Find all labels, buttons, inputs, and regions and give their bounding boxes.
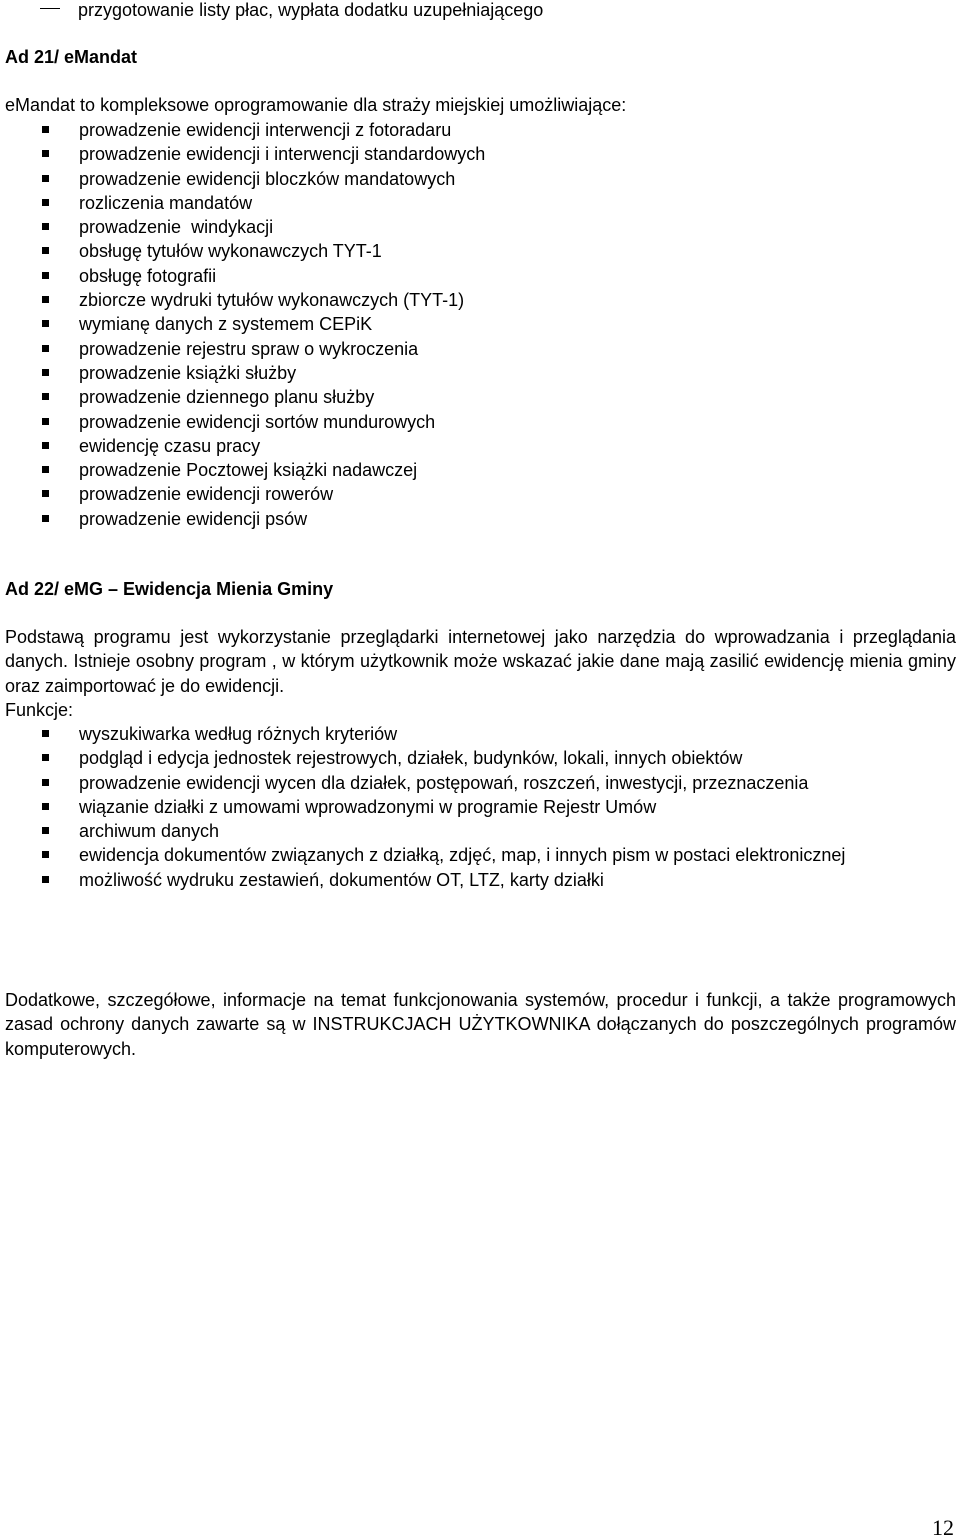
square-bullet-icon: [42, 320, 49, 327]
list-item: wymianę danych z systemem CEPiK: [0, 312, 960, 336]
square-bullet-icon: [42, 345, 49, 352]
square-bullet-icon: [42, 779, 49, 786]
emandat-features-list: [0, 118, 960, 531]
list-item: prowadzenie książki służby: [0, 361, 960, 385]
square-bullet-icon: [42, 418, 49, 425]
list-item: wyszukiwarka według różnych kryteriów: [0, 722, 960, 746]
list-item: prowadzenie windykacji: [0, 215, 960, 239]
list-item: wiązanie działki z umowami wprowadzonymi w programie Rejestr Umów: [0, 795, 960, 819]
list-item: obsługę fotografii: [0, 264, 960, 288]
section-22-heading: Ad 22/ eMG – Ewidencja Mienia Gminy: [5, 579, 334, 599]
section-22-paragraph: Podstawą programu jest wykorzystanie przeglądarki internetowej jako narzędzia do wprowadzania i przeglądania danych. Istnieje osobny program , w którym użytkownik może wskazać jakie dane mają zasilić ewidencję mienia gminy oraz zaimportować je do ewidencji.: [5, 627, 956, 696]
list-item: możliwość wydruku zestawień, dokumentów OT, LTZ, karty działki: [0, 868, 960, 892]
list-item: prowadzenie ewidencji interwencji z fotoradaru: [0, 118, 960, 142]
square-bullet-icon: [42, 803, 49, 810]
square-bullet-icon: [42, 247, 49, 254]
list-item: prowadzenie ewidencji psów: [0, 507, 960, 531]
square-bullet-icon: [42, 442, 49, 449]
list-item: prowadzenie ewidencji bloczków mandatowych: [0, 167, 960, 191]
square-bullet-icon: [42, 126, 49, 133]
square-bullet-icon: [42, 490, 49, 497]
list-item: podgląd i edycja jednostek rejestrowych, działek, budynków, lokali, innych obiektów: [0, 746, 960, 770]
list-item: obsługę tytułów wykonawczych TYT-1: [0, 239, 960, 263]
list-item: prowadzenie ewidencji wycen dla działek, postępowań, roszczeń, inwestycji, przeznaczenia: [0, 771, 960, 795]
dash-bullet-icon: [40, 8, 60, 9]
list-item: ewidencję czasu pracy: [0, 434, 960, 458]
square-bullet-icon: [42, 827, 49, 834]
list-item: prowadzenie ewidencji i interwencji standardowych: [0, 142, 960, 166]
section-21-heading: Ad 21/ eMandat: [5, 47, 138, 67]
functions-label: Funkcje:: [5, 700, 74, 720]
square-bullet-icon: [42, 296, 49, 303]
square-bullet-icon: [42, 369, 49, 376]
list-item: archiwum danych: [0, 819, 960, 843]
square-bullet-icon: [42, 393, 49, 400]
list-item: prowadzenie dziennego planu służby: [0, 385, 960, 409]
list-item: prowadzenie rejestru spraw o wykroczenia: [0, 337, 960, 361]
emg-functions-list: [0, 722, 960, 892]
list-item: rozliczenia mandatów: [0, 191, 960, 215]
square-bullet-icon: [42, 730, 49, 737]
list-item: prowadzenie ewidencji sortów mundurowych: [0, 410, 960, 434]
square-bullet-icon: [42, 199, 49, 206]
list-item: ewidencja dokumentów związanych z działką, zdjęć, map, i innych pism w postaci elektronicznej: [0, 843, 960, 867]
dash-list-item-text: przygotowanie listy płac, wypłata dodatku uzupełniającego: [78, 0, 544, 20]
list-item: zbiorcze wydruki tytułów wykonawczych (TYT-1): [0, 288, 960, 312]
square-bullet-icon: [42, 223, 49, 230]
square-bullet-icon: [42, 876, 49, 883]
page-number: 12: [932, 1515, 954, 1540]
square-bullet-icon: [42, 175, 49, 182]
square-bullet-icon: [42, 515, 49, 522]
square-bullet-icon: [42, 851, 49, 858]
square-bullet-icon: [42, 466, 49, 473]
section-21-intro: eMandat to kompleksowe oprogramowanie dla straży miejskiej umożliwiające:: [5, 95, 627, 115]
square-bullet-icon: [42, 272, 49, 279]
list-item: prowadzenie ewidencji rowerów: [0, 482, 960, 506]
list-item: prowadzenie Pocztowej książki nadawczej: [0, 458, 960, 482]
closing-paragraph: Dodatkowe, szczegółowe, informacje na temat funkcjonowania systemów, procedur i funkcji, a także programowych zasad ochrony danych zawarte są w INSTRUKCJACH UŻYTKOWNIKA dołączanych do poszczególnych programów komputerowych.: [5, 990, 956, 1059]
square-bullet-icon: [42, 754, 49, 761]
square-bullet-icon: [42, 150, 49, 157]
